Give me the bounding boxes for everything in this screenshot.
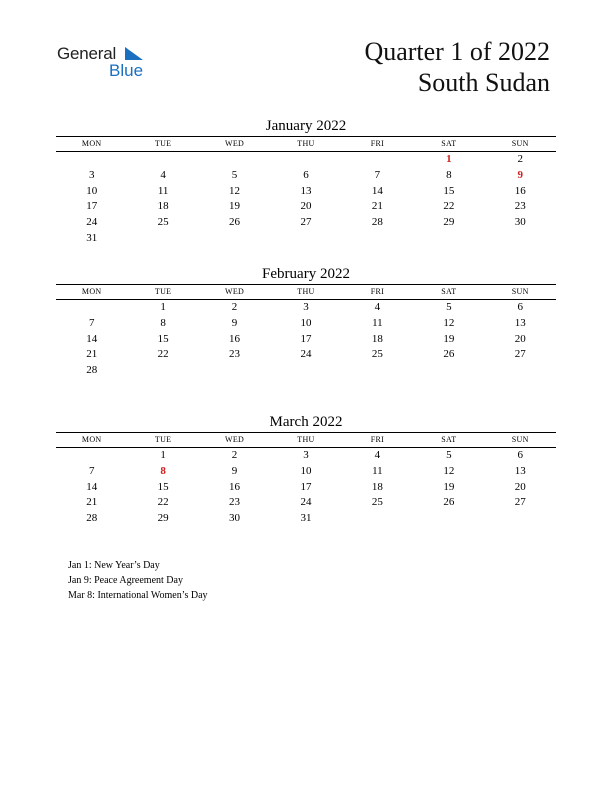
holiday-note: Jan 9: Peace Agreement Day bbox=[68, 575, 183, 586]
weekday-label: SAT bbox=[441, 435, 457, 444]
day-cell: 8 bbox=[160, 316, 166, 329]
week-row bbox=[56, 300, 556, 316]
empty-day-cell bbox=[56, 152, 127, 168]
empty-day-cell bbox=[342, 152, 413, 168]
empty-day-cell bbox=[56, 448, 127, 464]
day-cell: 27 bbox=[514, 348, 526, 361]
weekday-label: THU bbox=[297, 435, 315, 444]
day-cell: 24 bbox=[300, 348, 312, 361]
day-cell: 17 bbox=[300, 480, 312, 493]
empty-day-cell bbox=[127, 152, 198, 168]
day-cell: 27 bbox=[514, 496, 526, 509]
day-cell: 17 bbox=[86, 200, 98, 213]
weekday-label: MON bbox=[81, 139, 102, 148]
day-cell: 7 bbox=[374, 168, 381, 181]
day-cell: 26 bbox=[443, 496, 455, 509]
day-cell: 18 bbox=[157, 200, 169, 213]
day-cell: 31 bbox=[300, 512, 312, 525]
empty-day-cell bbox=[199, 231, 270, 247]
week-row bbox=[56, 448, 556, 464]
day-cell: 13 bbox=[514, 464, 526, 477]
week-row bbox=[56, 199, 556, 215]
day-cell: 22 bbox=[157, 496, 169, 509]
day-cell: 2 bbox=[517, 153, 523, 165]
week-row bbox=[56, 511, 556, 527]
day-cell: 10 bbox=[300, 316, 312, 329]
day-cell: 30 bbox=[514, 216, 526, 229]
title-quarter: Quarter 1 of 2022 bbox=[364, 37, 550, 66]
page-title bbox=[364, 36, 550, 98]
day-cell: 1 bbox=[160, 301, 166, 313]
empty-day-cell bbox=[270, 152, 341, 168]
weekday-label: SAT bbox=[441, 287, 457, 296]
month-title: January 2022 bbox=[265, 118, 347, 134]
empty-day-cell bbox=[342, 363, 413, 379]
weekday-label: FRI bbox=[370, 287, 385, 296]
day-cell: 2 bbox=[231, 449, 238, 461]
day-cell: 26 bbox=[229, 216, 241, 229]
holiday-note: Mar 8: International Women’s Day bbox=[68, 590, 208, 601]
week-row bbox=[56, 168, 556, 184]
weekday-label: THU bbox=[297, 287, 315, 296]
day-cell: 10 bbox=[300, 464, 312, 477]
day-cell: 16 bbox=[229, 332, 241, 345]
holiday-day-cell: 1 bbox=[446, 153, 452, 165]
month-title: February 2022 bbox=[262, 266, 350, 282]
day-cell: 19 bbox=[443, 480, 455, 493]
empty-day-cell bbox=[127, 231, 198, 247]
title-country: South Sudan bbox=[417, 68, 550, 97]
day-cell: 20 bbox=[514, 332, 526, 345]
logo-general-text: General bbox=[57, 44, 117, 63]
weekday-label: TUE bbox=[154, 139, 172, 148]
day-cell: 6 bbox=[517, 301, 523, 313]
empty-day-cell bbox=[413, 511, 484, 527]
day-cell: 11 bbox=[372, 464, 383, 477]
day-cell: 9 bbox=[231, 464, 238, 477]
day-cell: 25 bbox=[371, 496, 383, 509]
day-cell: 29 bbox=[157, 512, 169, 525]
empty-day-cell bbox=[270, 363, 341, 379]
day-cell: 5 bbox=[446, 449, 452, 461]
day-cell: 7 bbox=[88, 316, 95, 329]
logo bbox=[57, 44, 157, 84]
weekday-label: MON bbox=[81, 287, 102, 296]
day-cell: 23 bbox=[229, 348, 241, 361]
day-cell: 25 bbox=[157, 216, 169, 229]
weekday-label: SUN bbox=[511, 139, 529, 148]
day-cell: 14 bbox=[371, 184, 383, 197]
empty-day-cell bbox=[270, 231, 341, 247]
day-cell: 6 bbox=[303, 168, 309, 181]
weekday-label: SUN bbox=[511, 435, 529, 444]
day-cell: 28 bbox=[371, 216, 383, 229]
day-cell: 3 bbox=[303, 301, 309, 313]
empty-day-cell bbox=[56, 300, 127, 316]
week-row bbox=[56, 215, 556, 231]
day-cell: 3 bbox=[88, 168, 95, 181]
day-cell: 15 bbox=[157, 480, 169, 493]
weekday-header-row bbox=[56, 136, 556, 152]
day-cell: 15 bbox=[157, 332, 169, 345]
weekday-label: TUE bbox=[154, 287, 172, 296]
week-row bbox=[56, 231, 556, 247]
day-cell: 19 bbox=[229, 200, 241, 213]
weekday-label: WED bbox=[224, 139, 245, 148]
day-cell: 24 bbox=[86, 216, 98, 229]
weekday-header-row bbox=[56, 432, 556, 448]
day-cell: 12 bbox=[229, 184, 241, 197]
day-cell: 4 bbox=[160, 168, 166, 181]
day-cell: 11 bbox=[372, 316, 383, 329]
day-cell: 14 bbox=[86, 332, 98, 345]
day-cell: 21 bbox=[86, 496, 98, 509]
empty-day-cell bbox=[199, 152, 270, 168]
day-cell: 21 bbox=[371, 200, 383, 213]
day-cell: 26 bbox=[443, 348, 455, 361]
day-cell: 6 bbox=[517, 449, 523, 461]
day-cell: 21 bbox=[86, 348, 98, 361]
month-january bbox=[56, 117, 556, 247]
week-row bbox=[56, 480, 556, 496]
day-cell: 14 bbox=[86, 480, 98, 493]
day-cell: 7 bbox=[88, 464, 95, 477]
month-title: March 2022 bbox=[269, 414, 343, 430]
month-march bbox=[56, 413, 556, 527]
week-row bbox=[56, 184, 556, 200]
weekday-label: WED bbox=[224, 435, 245, 444]
day-cell: 13 bbox=[514, 316, 526, 329]
holiday-notes bbox=[68, 558, 208, 603]
logo-blue-text: Blue bbox=[109, 61, 144, 80]
day-cell: 17 bbox=[300, 332, 312, 345]
empty-day-cell bbox=[342, 231, 413, 247]
day-cell: 20 bbox=[300, 200, 312, 213]
day-cell: 23 bbox=[514, 200, 526, 213]
day-cell: 16 bbox=[514, 184, 526, 197]
day-cell: 8 bbox=[446, 168, 452, 181]
empty-day-cell bbox=[413, 231, 484, 247]
week-row bbox=[56, 332, 556, 348]
day-cell: 27 bbox=[300, 216, 312, 229]
week-row bbox=[56, 316, 556, 332]
weekday-label: TUE bbox=[154, 435, 172, 444]
holiday-day-cell: 9 bbox=[517, 168, 523, 181]
empty-day-cell bbox=[127, 363, 198, 379]
empty-day-cell bbox=[199, 363, 270, 379]
day-cell: 10 bbox=[86, 184, 98, 197]
day-cell: 1 bbox=[160, 449, 166, 461]
weekday-label: SAT bbox=[441, 139, 457, 148]
day-cell: 20 bbox=[514, 480, 526, 493]
day-cell: 31 bbox=[86, 231, 98, 244]
weekday-header-row bbox=[56, 284, 556, 300]
day-cell: 18 bbox=[371, 480, 383, 493]
weekday-label: FRI bbox=[370, 139, 385, 148]
empty-day-cell bbox=[342, 511, 413, 527]
day-cell: 22 bbox=[443, 200, 455, 213]
holiday-note: Jan 1: New Year’s Day bbox=[68, 560, 160, 571]
day-cell: 12 bbox=[443, 464, 455, 477]
day-cell: 3 bbox=[303, 449, 309, 461]
weekday-label: MON bbox=[81, 435, 102, 444]
day-cell: 23 bbox=[229, 496, 241, 509]
weekday-label: SUN bbox=[511, 287, 529, 296]
day-cell: 5 bbox=[231, 168, 238, 181]
day-cell: 30 bbox=[229, 512, 241, 525]
day-cell: 11 bbox=[157, 184, 169, 197]
day-cell: 9 bbox=[231, 316, 238, 329]
empty-day-cell bbox=[413, 363, 484, 379]
day-cell: 12 bbox=[443, 316, 455, 329]
weekday-label: FRI bbox=[370, 435, 385, 444]
day-cell: 24 bbox=[300, 496, 312, 509]
day-cell: 13 bbox=[300, 184, 312, 197]
day-cell: 28 bbox=[86, 512, 98, 525]
weekday-label: THU bbox=[297, 139, 315, 148]
week-row bbox=[56, 464, 556, 480]
day-cell: 16 bbox=[229, 480, 241, 493]
empty-day-cell bbox=[485, 231, 556, 247]
holiday-day-cell: 8 bbox=[160, 464, 166, 477]
day-cell: 5 bbox=[446, 301, 452, 313]
day-cell: 2 bbox=[231, 301, 238, 313]
week-row bbox=[56, 363, 556, 379]
week-row bbox=[56, 495, 556, 511]
day-cell: 22 bbox=[157, 348, 169, 361]
month-february bbox=[56, 265, 556, 379]
day-cell: 4 bbox=[374, 449, 381, 461]
day-cell: 29 bbox=[443, 216, 455, 229]
day-cell: 19 bbox=[443, 332, 455, 345]
day-cell: 15 bbox=[443, 184, 455, 197]
week-row bbox=[56, 347, 556, 363]
day-cell: 25 bbox=[371, 348, 383, 361]
weekday-label: WED bbox=[224, 287, 245, 296]
day-cell: 28 bbox=[86, 364, 98, 377]
empty-day-cell bbox=[485, 363, 556, 379]
day-cell: 4 bbox=[374, 301, 381, 313]
empty-day-cell bbox=[485, 511, 556, 527]
day-cell: 18 bbox=[371, 332, 383, 345]
week-row bbox=[56, 152, 556, 168]
